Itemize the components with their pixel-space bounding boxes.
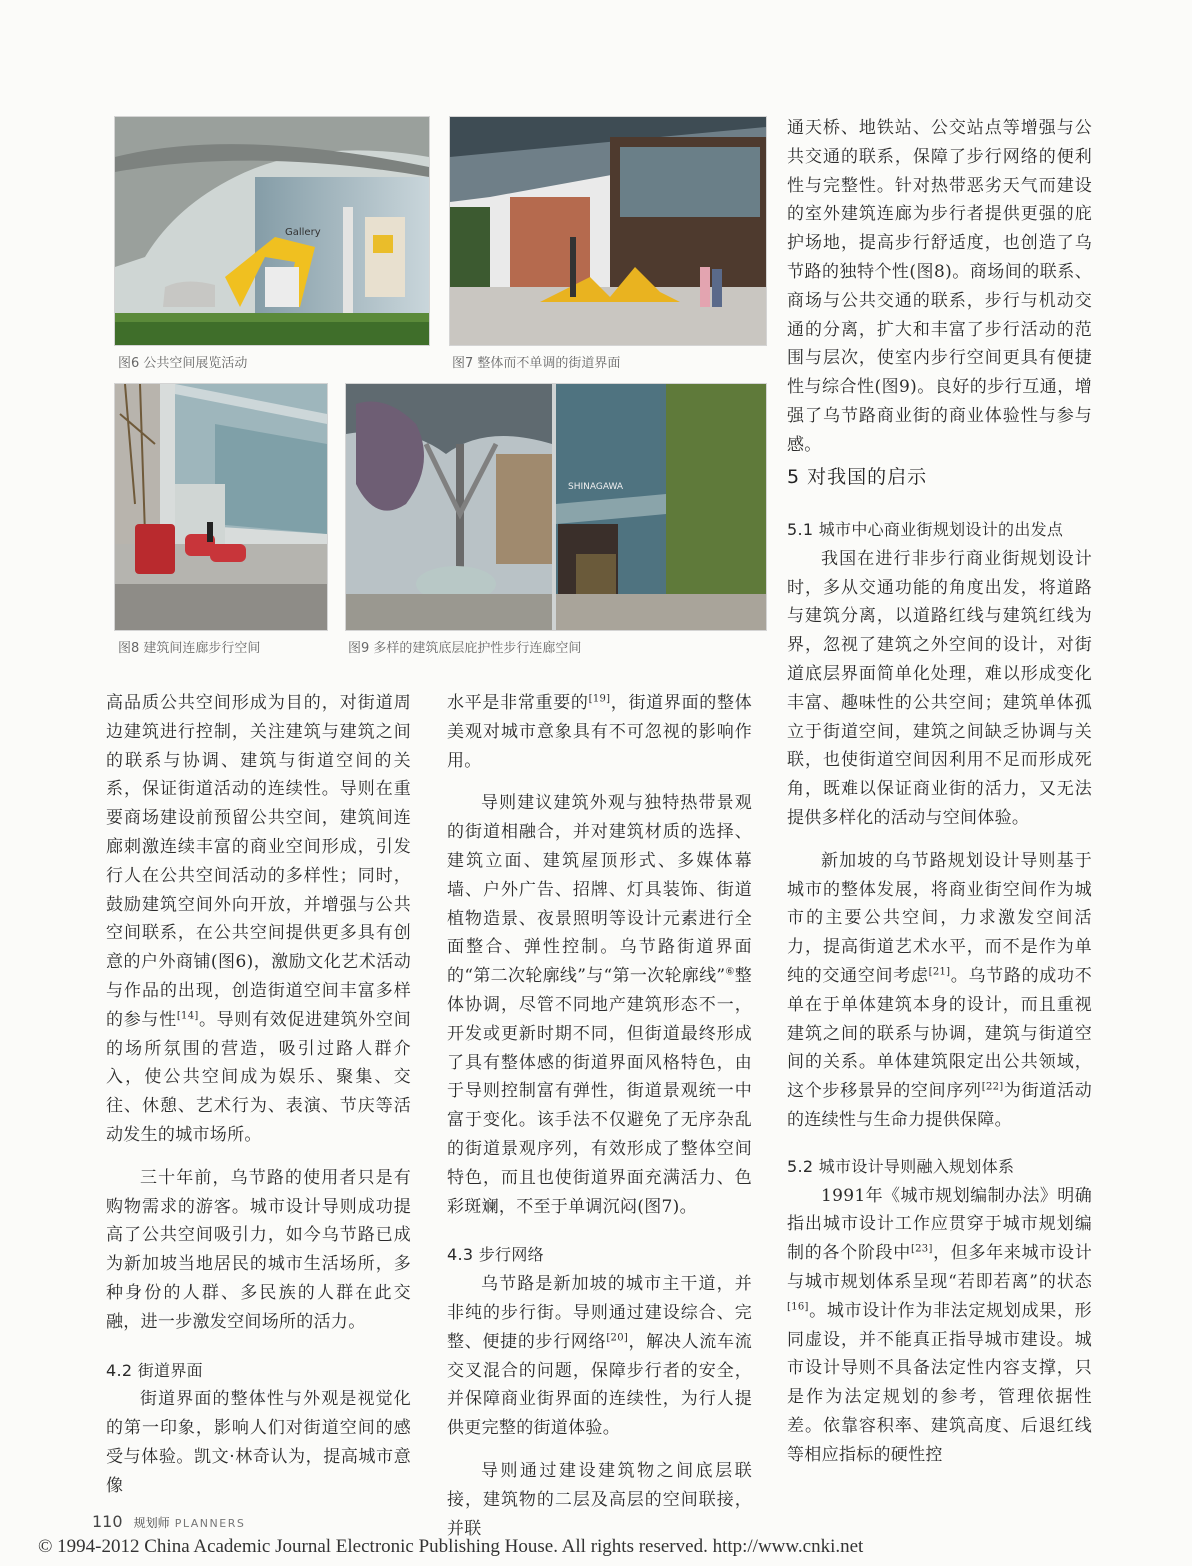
copyright-notice: © 1994-2012 China Academic Journal Electronic Publishing House. All rights reserved. http://www.cnki.net <box>38 1536 864 1557</box>
mid-paragraph-2: 导则建议建筑外观与独特热带景观的街道相融合，并对建筑材质的选择、建筑立面、建筑屋顶形式、多媒体幕墙、户外广告、招牌、灯具装饰、街道植物造景、夜景照明等设计元素进行全面整合、弹性控制。乌节路街道界面的“第二次轮廓线”与“第一次轮廓线”⑥整体协调，尽管不同地产建筑形态不一，开发或更新时期不同，但街道最终形成了具有整体感的街道界面风格特色，由于导则控制富有弹性，街道景观统一中富于变化。该手法不仅避免了无序杂乱的街道景观序列，有效形成了整体空间特色，而且也使街道界面充满活力、色彩斑斓，不至于单调沉闷(图7)。 <box>447 793 752 1217</box>
page-number: 110 <box>92 1512 123 1531</box>
figure-7-caption: 图7 整体而不单调的街道界面 <box>452 356 621 371</box>
page-footer <box>92 1512 245 1531</box>
left-paragraph-1: 高品质公共空间形成为目的，对街道周边建筑进行控制，关注建筑与建筑之间的联系与协调、建筑与街道空间的关系，保证街道活动的连续性。导则在重要商场建设前预留公共空间，建筑间连廊刺激连续丰富的商业空间形成，引发行人在公共空间活动的多样性；同时，鼓励建筑空间外向开放，并增强与公共空间联系，在公共空间提供更多具有创意的户外商铺(图6)，激励文化艺术活动与作品的出现，创造街道空间丰富多样的参与性[14]。导则有效促进建筑外空间的场所氛围的营造，吸引过路人群介入，使公共空间成为娱乐、聚集、交往、休憩、艺术行为、表演、节庆等活动发生的城市场所。 <box>106 693 412 1145</box>
mid-paragraph-4: 导则通过建设建筑物之间底层联接，建筑物的二层及高层的空间联接，并联 <box>447 1460 752 1539</box>
figure-9-photo <box>345 383 767 631</box>
mid-paragraph-3: 乌节路是新加坡的城市主干道，并非纯的步行街。导则通过建设综合、完整、便捷的步行网络[20]，解决人流车流交叉混合的问题，保障步行者的安全，并保障商业街界面的连续性，为行人提供更完整的街道体验。 <box>447 1274 753 1439</box>
right-column-top <box>787 114 1092 460</box>
right-paragraph-4: 1991年《城市规划编制办法》明确指出城市设计工作应贯穿于城市规划编制的各个阶段中[23]，但多年来城市设计与城市规划体系呈现“若即若离”的状态[16]。城市设计作为非法定规划成果，形同虚设，并不能真正指导城市建设。城市设计导则不具备法定性内容支撑，只是作为法定规划的参考，管理依据性差。依靠容积率、建筑高度、后退红线等相应指标的硬性控 <box>787 1185 1093 1465</box>
figure-8-caption: 图8 建筑间连廊步行空间 <box>118 641 261 656</box>
section-heading-5-2: 5.2 城市设计导则融入规划体系 <box>787 1156 1015 1176</box>
mid-paragraph-1: 水平是非常重要的[19]，街道界面的整体美观对城市意象具有不可忽视的影响作用。 <box>447 693 753 771</box>
right-paragraph-1: 通天桥、地铁站、公交站点等增强与公共交通的联系，保障了步行网络的便利性与完整性。针对热带恶劣天气而建设的室外建筑连廊为步行者提供更强的庇护场地，提高步行舒适度，也创造了乌节路的独特个性(图8)。商场间的联系、商场与公共交通的联系，步行与机动交通的分离，扩大和丰富了步行活动的范围与层次，使室内步行空间更具有便捷性与综合性(图9)。良好的步行互通，增强了乌节路商业街的商业体验性与参与感。 <box>787 118 1092 455</box>
left-column <box>106 689 411 1501</box>
figure-8-photo <box>114 383 328 631</box>
right-paragraph-3: 新加坡的乌节路规划设计导则基于城市的整体发展，将商业街空间作为城市的主要公共空间，力求激发空间活力，提高街道艺术水平，而不是作为单纯的交通空间考虑[21]。乌节路的成功不单在于单体建筑本身的设计，而且重视建筑之间的联系与协调，建筑与街道空间的关系。单体建筑限定出公共领域，这个步移景异的空间序列[22]为街道活动的连续性与生命力提供保障。 <box>787 850 1093 1130</box>
figure-6-photo <box>114 116 430 346</box>
section-heading-4-3: 4.3 步行网络 <box>447 1245 544 1265</box>
section-heading-5-1: 5.1 城市中心商业街规划设计的出发点 <box>787 520 1064 539</box>
right-paragraph-2: 我国在进行非步行商业街规划设计时，多从交通功能的角度出发，将道路与建筑分离，以道路红线与建筑红线为界，忽视了建筑之外空间的设计，对街道底层界面简单化处理，难以形成变化丰富、趣味性的公共空间；建筑单体孤立于街道空间，建筑之间缺乏协调与关联，也使街道空间因利用不足而形成死角，既难以保证商业街的活力，又无法提供多样化的活动与空间体验。 <box>787 548 1092 828</box>
middle-column <box>447 689 752 1543</box>
shinagawa-sign-text: SHINAGAWA <box>568 482 624 492</box>
left-paragraph-3: 街道界面的整体性与外观是视觉化的第一印象，影响人们对街道空间的感受与体验。凯文·林奇认为，提高城市意像 <box>106 1389 411 1496</box>
figure-9-caption: 图9 多样的建筑底层庇护性步行连廊空间 <box>348 641 582 656</box>
figure-7-photo <box>449 116 767 346</box>
section-heading-5: 5 对我国的启示 <box>787 466 928 488</box>
gallery-sign-text: Gallery <box>285 227 321 238</box>
journal-name-en: PLANNERS <box>174 1517 246 1530</box>
journal-name: 规划师 <box>133 1516 170 1530</box>
section-heading-4-2: 4.2 街道界面 <box>106 1360 203 1380</box>
figure-6-caption: 图6 公共空间展览活动 <box>118 356 248 371</box>
left-paragraph-2: 三十年前，乌节路的使用者只是有购物需求的游客。城市设计导则成功提高了公共空间吸引力，如今乌节路已成为新加坡当地居民的城市生活场所，多种身份的人群、多民族的人群在此交融，进一步激发空间场所的活力。 <box>106 1167 411 1332</box>
right-column-bottom <box>787 516 1092 1470</box>
